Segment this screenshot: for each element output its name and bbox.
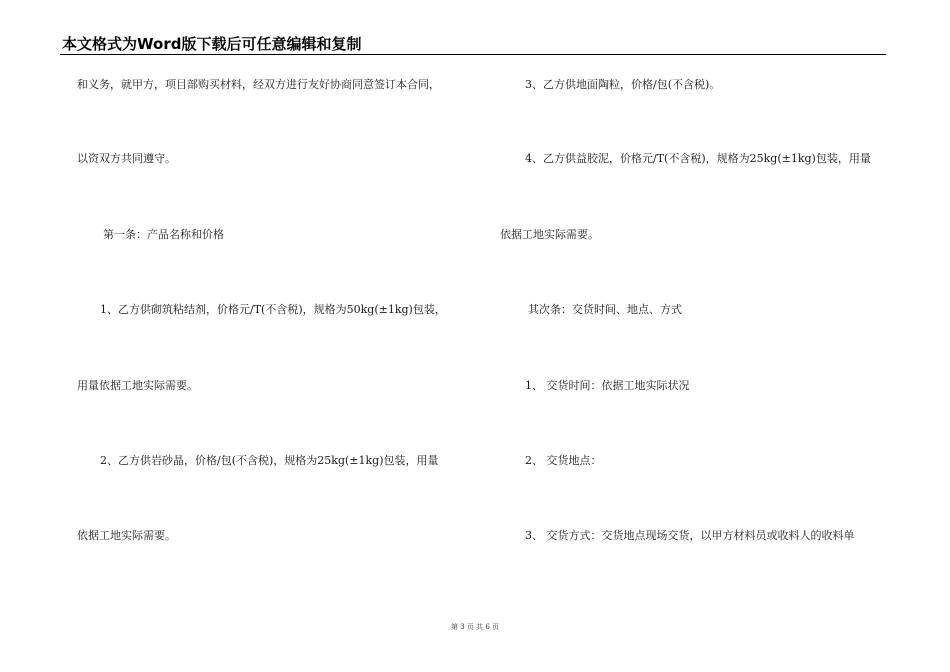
right-line-7: 3、 交货方式：交货地点现场交货，以甲方材料员或收料人的收料单 [525, 529, 855, 542]
right-line-1: 3、乙方供地面陶粒，价格/包(不含税)。 [525, 78, 721, 91]
left-line-4: 1、乙方供砌筑粘结剂，价格元/T(不含税)，规格为50kg(±1kg)包装， [100, 303, 446, 316]
left-line-7: 依据工地实际需要。 [77, 529, 176, 542]
left-line-2: 以资双方共同遵守。 [77, 152, 176, 165]
right-line-4: 其次条：交货时间、地点、方式 [528, 303, 682, 316]
left-line-6: 2、乙方供岩砂晶，价格/包(不含税)，规格为25kg(±1kg)包装，用量 [100, 454, 439, 467]
header-divider [60, 54, 886, 55]
right-line-3: 依据工地实际需要。 [500, 228, 599, 241]
document-header-title: 本文格式为Word版下载后可任意编辑和复制 [62, 35, 362, 53]
left-line-5: 用量依据工地实际需要。 [77, 379, 198, 392]
right-line-6: 2、 交货地点： [525, 454, 602, 467]
right-line-5: 1、 交货时间：依据工地实际状况 [525, 379, 690, 392]
right-line-2: 4、乙方供益胶泥，价格元/T(不含税)，规格为25kg(±1kg)包装，用量 [525, 152, 871, 165]
page-number-footer: 第 3 页 共 6 页 [450, 623, 500, 631]
left-line-1: 和义务，就甲方，项目部购买材料，经双方进行友好协商同意签订本合同， [77, 78, 440, 91]
left-line-3: 第一条：产品名称和价格 [103, 228, 224, 241]
